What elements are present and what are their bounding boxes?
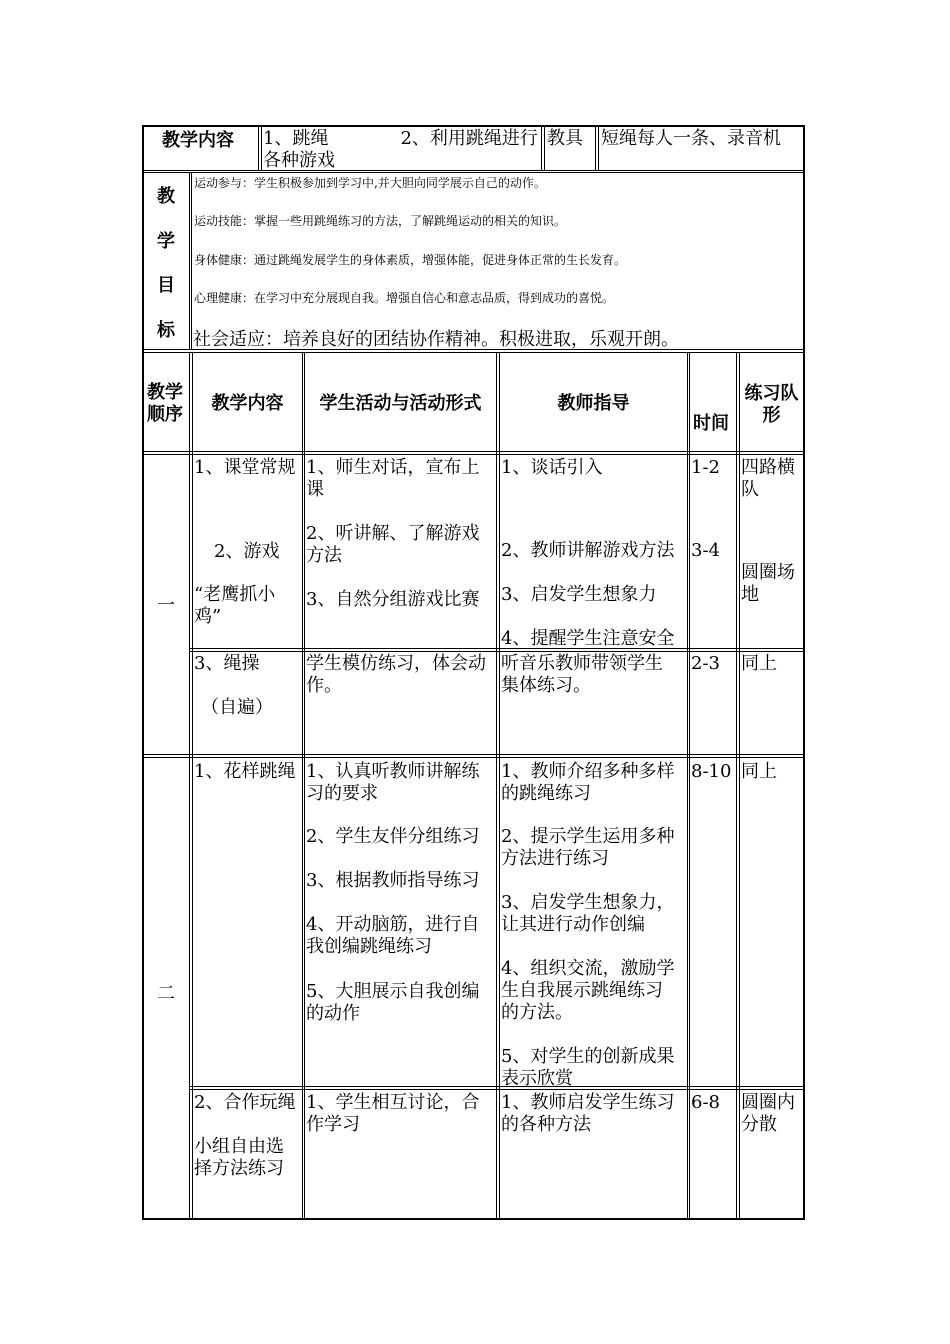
section1-activity-c: 3、自然分组游戏比赛 (306, 589, 480, 610)
section2-activity-d: 4、开动脑筋，进行自 我创编跳绳练习 (306, 914, 480, 957)
section2-guidance-e: 5、对学生的创新成果 表示欣赏 (501, 1046, 675, 1089)
column-header-content: 教学内容 (211, 393, 284, 414)
divider (261, 125, 262, 171)
divider (595, 125, 596, 171)
divider (190, 1086, 805, 1087)
divider (142, 454, 805, 455)
table-border-top (142, 125, 805, 127)
objectives-label-char: 教 (157, 186, 175, 207)
divider (142, 172, 805, 173)
lesson-content-value: 1、跳绳 2、利用跳绳进行各种游戏 (263, 128, 538, 171)
section2-formation-2: 圆圈内 分散 (741, 1092, 795, 1135)
divider (190, 651, 805, 652)
section-order: 二 (157, 983, 175, 1004)
objectives-label-char: 标 (157, 320, 175, 341)
section1-guidance-a: 1、谈话引入 (501, 457, 603, 478)
teaching-tools-value: 短绳每人一条、录音机 (601, 128, 781, 149)
section2-content-2a: 2、合作玩绳 (194, 1092, 296, 1113)
section2-formation: 同上 (741, 761, 777, 782)
column-header-guidance: 教师指导 (557, 393, 630, 414)
section2-guidance-d: 4、组织交流，激励学 生自我展示跳绳练习 的方法。 (501, 958, 675, 1023)
section1-formation-2: 同上 (741, 653, 777, 674)
section1-time-b: 3-4 (691, 540, 720, 561)
section2-activity-a: 1、认真听教师讲解练 习的要求 (306, 761, 480, 804)
section2-guidance-c: 3、启发学生想象力， 让其进行动作创编 (501, 892, 675, 935)
section1-content-b: 2、游戏 (214, 541, 280, 562)
section1-content-2b: （自遍） (201, 697, 273, 718)
section2-time: 8-10 (691, 761, 732, 782)
divider (189, 172, 190, 350)
column-header-time: 时间 (693, 413, 729, 434)
section1-guidance-2: 听音乐教师带领学生 集体练习。 (501, 653, 663, 696)
objective-item: 运动参与：学生积极参加到学习中,并大胆向同学展示自己的动作。 (194, 176, 546, 190)
section1-content-a: 1、课堂常规 (194, 457, 296, 478)
divider (142, 352, 805, 353)
section2-content-2b: 小组自由选 择方法练习 (194, 1136, 284, 1179)
divider (190, 1089, 805, 1090)
column-header-order: 教学 顺序 (147, 382, 183, 425)
section2-activity-c: 3、根据教师指导练习 (306, 870, 480, 891)
section-order: 一 (157, 595, 175, 616)
section1-activity-b: 2、听讲解、了解游戏 方法 (306, 523, 480, 566)
section1-content-c: “老鹰抓小 鸡” (194, 584, 276, 627)
divider (541, 125, 542, 171)
objective-item: 运动技能：掌握一些用跳绳练习的方法，了解跳绳运动的相关的知识。 (194, 214, 567, 228)
divider (598, 125, 599, 171)
section2-guidance-b: 2、提示学生运用多种 方法进行练习 (501, 826, 675, 869)
section2-activity-2: 1、学生相互讨论，合 作学习 (306, 1092, 480, 1135)
divider (258, 125, 259, 171)
section1-guidance-b: 2、教师讲解游戏方法 (501, 540, 675, 561)
column-header-formation: 练习队 形 (744, 383, 799, 426)
section2-content: 1、花样跳绳 (194, 761, 296, 782)
table-border-left (142, 125, 144, 1220)
section1-formation-a: 四路横 队 (741, 457, 795, 500)
lesson-content-label: 教学内容 (162, 130, 234, 151)
column-header-activity: 学生活动与活动形式 (319, 393, 482, 414)
divider (142, 451, 805, 452)
section1-guidance-d: 4、提醒学生注意安全 (501, 628, 675, 649)
objective-item-social: 社会适应：培养良好的团结协作精神。积极进取，乐观开朗。 (193, 329, 679, 350)
section1-guidance-c: 3、启发学生想象力 (501, 584, 657, 605)
section2-guidance-a: 1、教师介绍多种多样 的跳绳练习 (501, 761, 675, 804)
objectives-label-char: 目 (157, 275, 175, 296)
section1-activity-a: 1、师生对话，宣布上 课 (306, 457, 480, 500)
table-border-bottom (142, 1218, 805, 1220)
section2-activity-b: 2、学生友伴分组练习 (306, 826, 480, 847)
section2-activity-e: 5、大胆展示自我创编 的动作 (306, 981, 480, 1024)
section2-time-2: 6-8 (691, 1092, 720, 1113)
section1-activity-2: 学生模仿练习，体会动 作。 (306, 653, 486, 696)
section1-content-2a: 3、绳操 (194, 653, 260, 674)
divider (190, 648, 805, 649)
section1-time-2: 2-3 (691, 653, 720, 674)
divider (191, 172, 192, 350)
section1-time-a: 1-2 (691, 457, 720, 478)
objective-item: 心理健康：在学习中充分展现自我。增强自信心和意志品质，得到成功的喜悦。 (194, 291, 615, 305)
divider (142, 754, 805, 755)
divider (142, 757, 805, 758)
objective-item: 身体健康：通过跳绳发展学生的身体素质，增强体能，促进身体正常的生长发育。 (194, 253, 627, 267)
section2-guidance-2: 1、教师启发学生练习 的各种方法 (501, 1092, 675, 1135)
teaching-tools-label: 教具 (547, 128, 583, 149)
objectives-label-char: 学 (157, 231, 175, 252)
divider (544, 125, 545, 171)
section1-formation-b: 圆圈场 地 (741, 562, 795, 605)
table-border-right (803, 125, 805, 1220)
